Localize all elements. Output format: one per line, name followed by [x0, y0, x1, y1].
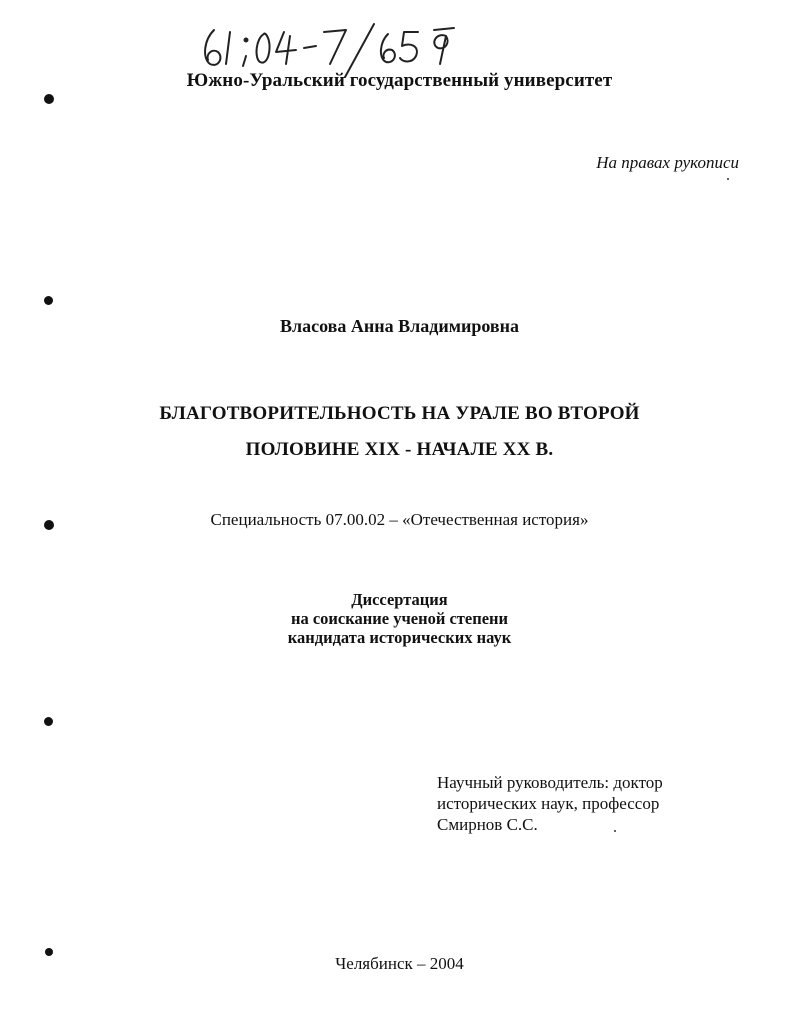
- binding-hole-mark: [44, 94, 54, 104]
- binding-hole-mark: [44, 520, 54, 530]
- binding-hole-mark: [44, 717, 53, 726]
- supervisor-line: Смирнов С.С.: [437, 815, 538, 834]
- degree-line: Диссертация: [351, 590, 448, 609]
- specialty-line: Специальность 07.00.02 – «Отечественная история»: [210, 510, 589, 529]
- city-year: Челябинск – 2004: [335, 954, 464, 973]
- scan-speck: [614, 830, 616, 832]
- university-name: Южно-Уральский государственный университет: [186, 70, 613, 91]
- dissertation-degree-block: [0, 590, 799, 647]
- degree-line: на соискание ученой степени: [290, 609, 509, 628]
- handwritten-archive-number: [196, 18, 476, 78]
- title-line: БЛАГОТВОРИТЕЛЬНОСТЬ НА УРАЛЕ ВО ВТОРОЙ: [159, 403, 640, 424]
- title-line: ПОЛОВИНЕ XIX - НАЧАЛЕ XX В.: [245, 439, 554, 460]
- binding-hole-mark: [44, 296, 53, 305]
- manuscript-rights-note: На правах рукописи: [596, 153, 739, 172]
- supervisor-line: исторических наук, профессор: [437, 794, 660, 813]
- dissertation-title: [0, 396, 799, 468]
- scan-speck: [727, 178, 729, 180]
- author-name: Власова Анна Владимировна: [280, 316, 519, 336]
- binding-hole-mark: [45, 948, 53, 956]
- supervisor-line: Научный руководитель: доктор: [437, 773, 663, 792]
- degree-line: кандидата исторических наук: [287, 628, 512, 647]
- supervisor-block: [437, 772, 663, 835]
